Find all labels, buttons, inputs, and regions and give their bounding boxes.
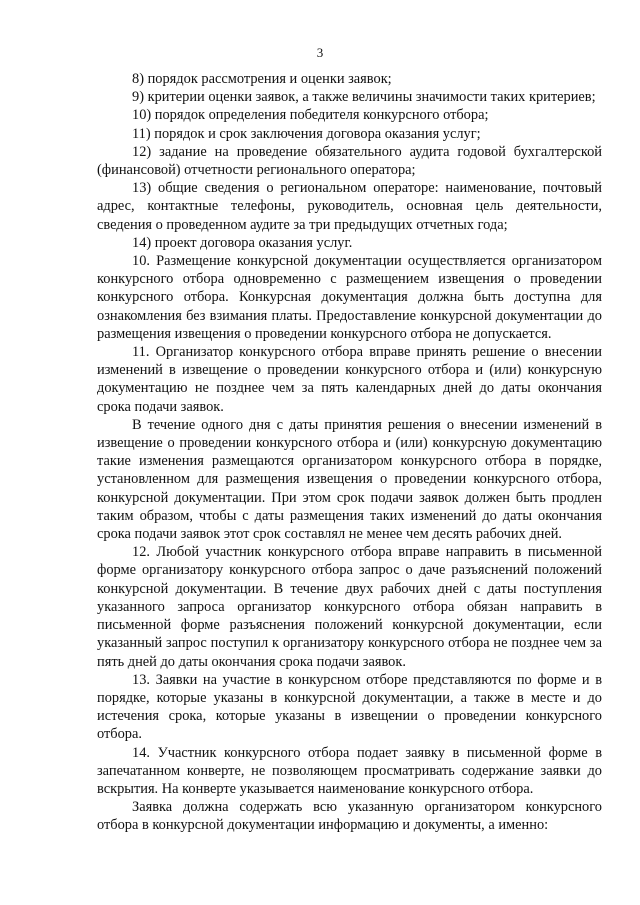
paragraph-section-14: 14. Участник конкурсного отбора подает заявку в письменной форме в запечатанном конверте, не позволяющем просматривать содержание заявки до вскрытия. На конверте указывается наименование конкурсного отбора. <box>97 744 602 797</box>
paragraph-item-8: 8) порядок рассмотрения и оценки заявок; <box>132 71 392 87</box>
document-body <box>97 70 602 835</box>
paragraph-item-13: 13) общие сведения о региональном операторе: наименование, почтовый адрес, контактные телефоны, руководитель, основная цель деятельности, сведения о проведенном аудите за три предыдущих отчетных года; <box>97 180 602 233</box>
paragraph-item-10: 10) порядок определения победителя конкурсного отбора; <box>132 107 489 124</box>
page-number: 3 <box>316 45 324 60</box>
paragraph-section-12: 12. Любой участник конкурсного отбора вправе направить в письменной форме организатору конкурсного отбора запрос о даче разъяснений положений конкурсной документации. В течение двух рабочих дней с даты поступления указанного запроса организатор конкурсного отбора обязан направить в письменной форме разъяснения положений конкурсной документации, если указанный запрос поступил к организатору конкурсного отбора не позднее чем за пять дней до даты окончания срока подачи заявок. <box>97 544 602 670</box>
paragraph-section-13: 13. Заявки на участие в конкурсном отборе представляются по форме и в порядке, которые указаны в конкурсной документации, а также в месте и до истечения срока, которые указаны в извещении о проведении конкурсного отбора. <box>97 671 602 743</box>
paragraph-section-11: 11. Организатор конкурсного отбора вправе принять решение о внесении изменений в извещение о проведении конкурсного отбора и (или) конкурсную документацию не позднее чем за пять календарных дней до даты окончания срока подачи заявок. <box>97 344 602 415</box>
paragraph-section-14-continued: Заявка должна содержать всю указанную организатором конкурсного отбора в конкурсной документации информацию и документы, а именно: <box>97 799 602 834</box>
paragraph-item-9: 9) критерии оценки заявок, а также величины значимости таких критериев; <box>132 89 596 106</box>
paragraph-item-12: 12) задание на проведение обязательного аудита годовой бухгалтерской (финансовой) отчетности регионального оператора; <box>97 143 602 179</box>
paragraph-section-11-continued: В течение одного дня с даты принятия решения о внесении изменений в извещение о проведении конкурсного отбора и (или) конкурсную документацию такие изменения размещаются организатором конкурсного отбора в порядке, установленном для размещения извещения о проведении конкурсного отбора, конкурсной документации. При этом срок подачи заявок должен быть продлен таким образом, чтобы с даты размещения таких изменений до даты окончания срока подачи заявок этот срок составлял не менее чем десять рабочих дней. <box>97 416 602 543</box>
paragraph-section-10: 10. Размещение конкурсной документации осуществляется организатором конкурсного отбора одновременно с размещением извещения о проведении конкурсного отбора. Конкурсная документация должна быть доступна для ознакомления без взимания платы. Предоставление конкурсной документации до размещения извещения о проведении конкурсного отбора не допускается. <box>97 253 602 342</box>
paragraph-item-14: 14) проект договора оказания услуг. <box>132 234 353 251</box>
paragraph-item-11: 11) порядок и срок заключения договора оказания услуг; <box>132 125 481 142</box>
